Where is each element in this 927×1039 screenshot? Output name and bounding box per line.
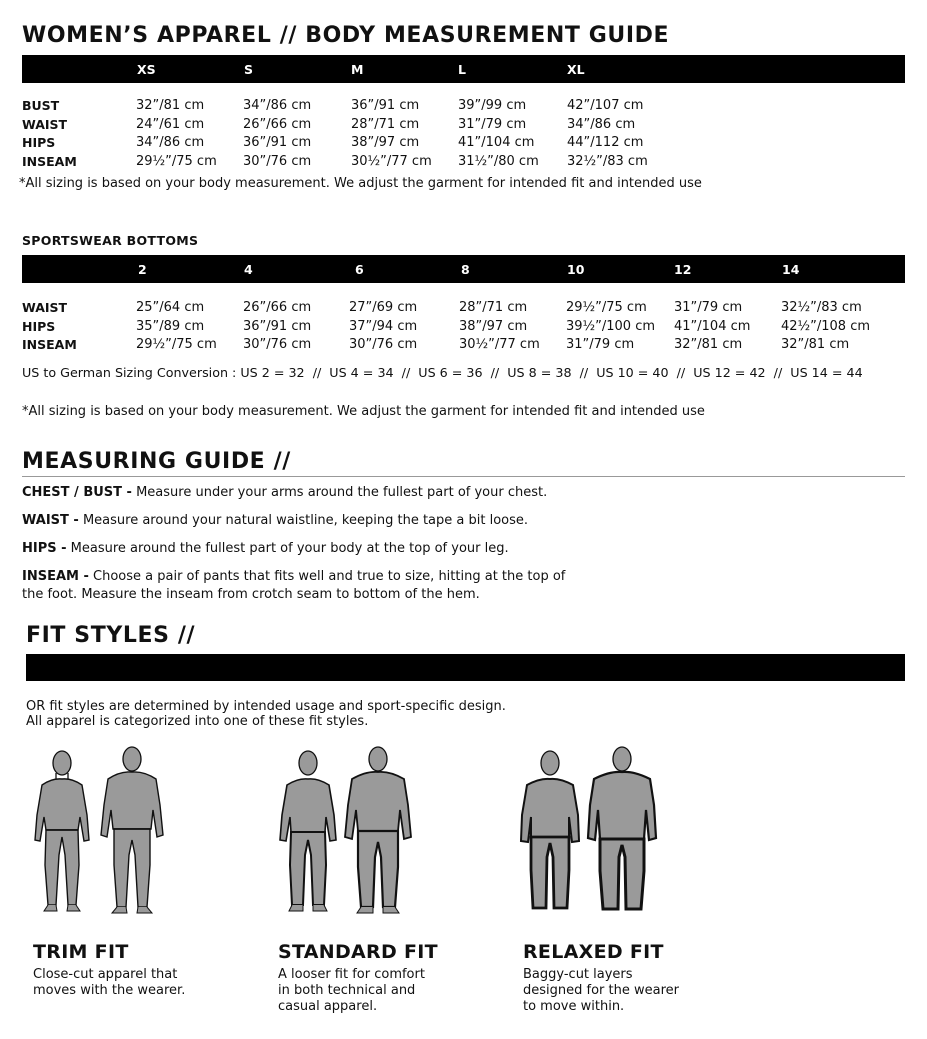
term: WAIST - bbox=[22, 513, 79, 528]
table-cell: 26”/66 cm bbox=[243, 300, 312, 315]
table-cell: 41”/104 cm bbox=[458, 135, 535, 150]
measure-chest-bust bbox=[22, 485, 547, 500]
term: INSEAM - bbox=[22, 569, 89, 584]
table-cell: 41”/104 cm bbox=[674, 319, 751, 334]
table-cell: 27”/69 cm bbox=[349, 300, 418, 315]
table-cell: 30”/76 cm bbox=[243, 154, 312, 169]
relaxed-fit-title: RELAXED FIT bbox=[523, 941, 664, 963]
size-header: 6 bbox=[355, 262, 364, 277]
table-cell: 30½”/77 cm bbox=[351, 154, 432, 169]
row-label: HIPS bbox=[22, 135, 56, 150]
standard-fit-description: A looser fit for comfort in both technical and casual apparel. bbox=[278, 967, 425, 1014]
size-header: M bbox=[351, 62, 364, 77]
table-cell: 32”/81 cm bbox=[674, 337, 743, 352]
relaxed-fit-description: Baggy-cut layers designed for the wearer to move within. bbox=[523, 967, 679, 1014]
table-cell: 32”/81 cm bbox=[781, 337, 850, 352]
womens-title: WOMEN’S APPAREL // BODY MEASUREMENT GUIDE bbox=[22, 23, 670, 48]
table-cell: 36”/91 cm bbox=[243, 319, 312, 334]
definition: Measure under your arms around the fullest part of your chest. bbox=[131, 485, 548, 500]
table-cell: 32½”/83 cm bbox=[567, 154, 648, 169]
measure-hips bbox=[22, 541, 509, 556]
table-cell: 34”/86 cm bbox=[136, 135, 205, 150]
row-label: WAIST bbox=[22, 300, 68, 315]
size-header: 10 bbox=[567, 262, 585, 277]
table-cell: 29½”/75 cm bbox=[136, 337, 217, 352]
term: HIPS - bbox=[22, 541, 67, 556]
size-header: XL bbox=[567, 62, 585, 77]
table-cell: 42”/107 cm bbox=[567, 98, 644, 113]
table-cell: 35”/89 cm bbox=[136, 319, 205, 334]
table-cell: 36”/91 cm bbox=[351, 98, 420, 113]
sizing-conversion: US to German Sizing Conversion : US 2 = 32 // US 4 = 34 // US 6 = 36 // US 8 = 38 // US 10 = 40 // US 12 = 42 // US 14 = 44 bbox=[22, 365, 863, 380]
measure-inseam-line2: the foot. Measure the inseam from crotch seam to bottom of the hem. bbox=[22, 587, 480, 602]
table-cell: 42½”/108 cm bbox=[781, 319, 871, 334]
table-cell: 31”/79 cm bbox=[566, 337, 635, 352]
term: CHEST / BUST - bbox=[22, 485, 132, 500]
table-cell: 29½”/75 cm bbox=[136, 154, 217, 169]
fit-styles-bar bbox=[26, 654, 905, 681]
size-header: 8 bbox=[461, 262, 470, 277]
womens-sizing-note: *All sizing is based on your body measurement. We adjust the garment for intended fit and intended use bbox=[19, 176, 702, 191]
table-cell: 28”/71 cm bbox=[351, 117, 420, 132]
table-cell: 36”/91 cm bbox=[243, 135, 312, 150]
table-cell: 28”/71 cm bbox=[459, 300, 528, 315]
table-cell: 24”/61 cm bbox=[136, 117, 205, 132]
trim-fit-figures bbox=[35, 747, 163, 913]
trim-fit-title: TRIM FIT bbox=[33, 941, 129, 963]
fit-styles-title: FIT STYLES // bbox=[26, 623, 196, 648]
fit-intro-line1: OR fit styles are determined by intended usage and sport-specific design. bbox=[26, 699, 506, 714]
standard-fit-figures bbox=[280, 747, 411, 913]
trim-fit-description: Close-cut apparel that moves with the wearer. bbox=[33, 967, 186, 998]
table-cell: 32½”/83 cm bbox=[781, 300, 862, 315]
size-header: S bbox=[244, 62, 254, 77]
row-label: WAIST bbox=[22, 117, 68, 132]
table-cell: 30”/76 cm bbox=[349, 337, 418, 352]
size-header: 4 bbox=[244, 262, 253, 277]
table-cell: 39½”/100 cm bbox=[566, 319, 656, 334]
size-header: L bbox=[458, 62, 466, 77]
table-cell: 29½”/75 cm bbox=[566, 300, 647, 315]
table-cell: 25”/64 cm bbox=[136, 300, 205, 315]
fit-intro-line2: All apparel is categorized into one of these fit styles. bbox=[26, 714, 369, 729]
size-header: 14 bbox=[782, 262, 800, 277]
relaxed-fit-figures bbox=[521, 747, 656, 909]
table-cell: 39”/99 cm bbox=[458, 98, 527, 113]
table-cell: 31½”/80 cm bbox=[458, 154, 539, 169]
row-label: BUST bbox=[22, 98, 60, 113]
womens-size-header-bar bbox=[22, 55, 905, 83]
sportswear-sizing-note: *All sizing is based on your body measurement. We adjust the garment for intended fit and intended use bbox=[22, 404, 705, 419]
measuring-guide-title: MEASURING GUIDE // bbox=[22, 449, 291, 474]
table-cell: 34”/86 cm bbox=[567, 117, 636, 132]
table-cell: 30½”/77 cm bbox=[459, 337, 540, 352]
table-cell: 38”/97 cm bbox=[459, 319, 528, 334]
table-cell: 31”/79 cm bbox=[458, 117, 527, 132]
row-label: INSEAM bbox=[22, 337, 77, 352]
size-header: 2 bbox=[138, 262, 147, 277]
size-header: XS bbox=[137, 62, 156, 77]
fit-figures-illustration bbox=[0, 745, 927, 925]
measure-waist bbox=[22, 513, 528, 528]
standard-fit-title: STANDARD FIT bbox=[278, 941, 438, 963]
sportswear-size-header-bar bbox=[22, 255, 905, 283]
table-cell: 30”/76 cm bbox=[243, 337, 312, 352]
row-label: INSEAM bbox=[22, 154, 77, 169]
table-cell: 34”/86 cm bbox=[243, 98, 312, 113]
measure-inseam bbox=[22, 569, 565, 584]
divider bbox=[22, 476, 905, 477]
size-header: 12 bbox=[674, 262, 692, 277]
table-cell: 44”/112 cm bbox=[567, 135, 644, 150]
table-cell: 31”/79 cm bbox=[674, 300, 743, 315]
table-cell: 38”/97 cm bbox=[351, 135, 420, 150]
table-cell: 37”/94 cm bbox=[349, 319, 418, 334]
sportswear-title: SPORTSWEAR BOTTOMS bbox=[22, 233, 199, 248]
table-cell: 26”/66 cm bbox=[243, 117, 312, 132]
definition: Measure around the fullest part of your body at the top of your leg. bbox=[66, 541, 509, 556]
table-cell: 32”/81 cm bbox=[136, 98, 205, 113]
row-label: HIPS bbox=[22, 319, 56, 334]
definition: Choose a pair of pants that fits well and true to size, hitting at the top of bbox=[88, 569, 566, 584]
definition: Measure around your natural waistline, keeping the tape a bit loose. bbox=[78, 513, 529, 528]
